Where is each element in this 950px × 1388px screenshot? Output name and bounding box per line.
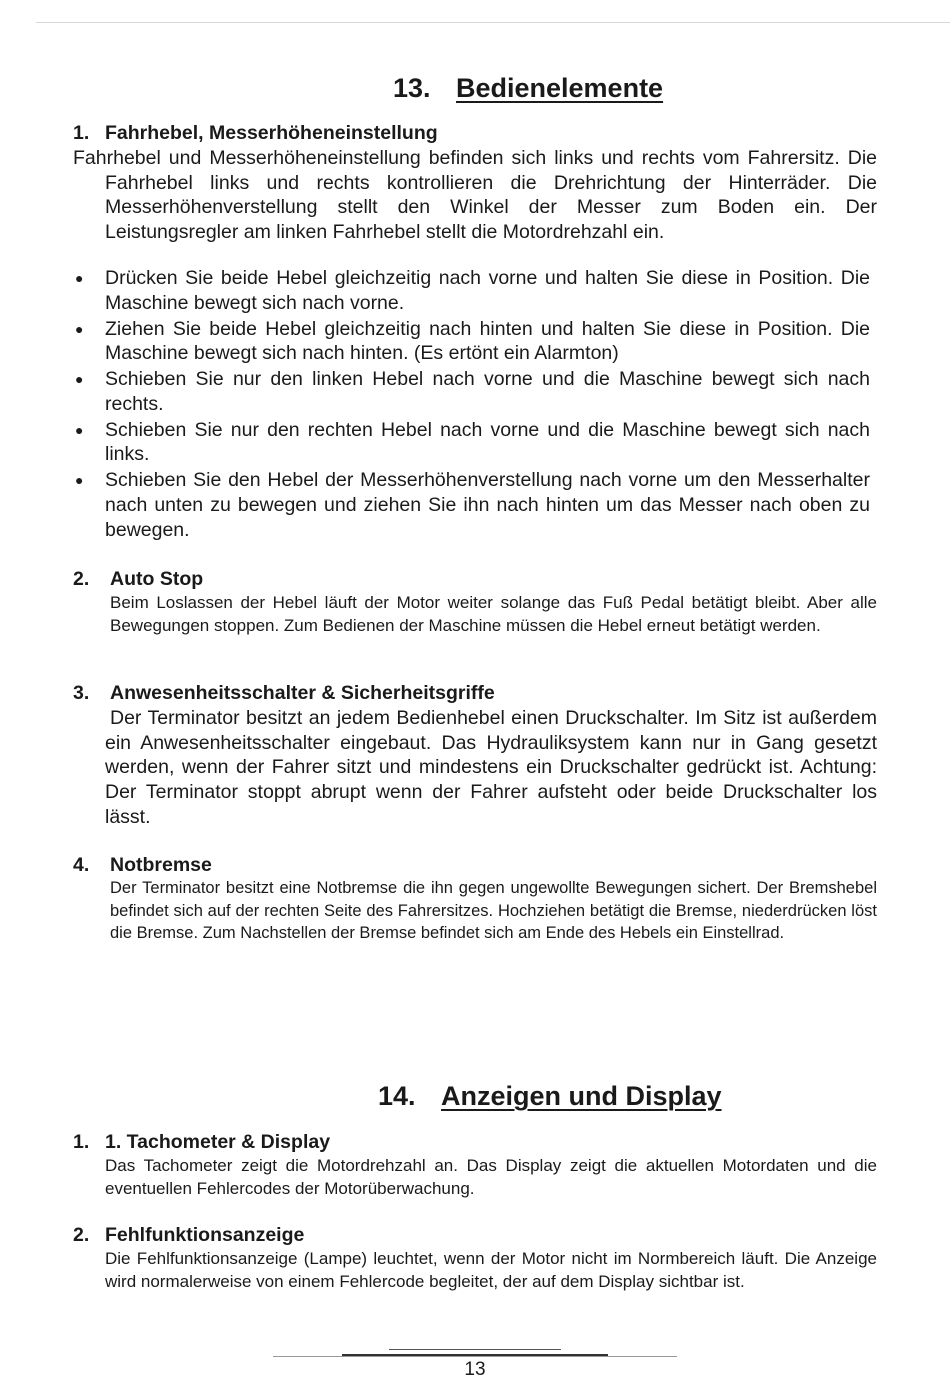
section-number: 2. (73, 568, 90, 590)
bullet-icon: ● (75, 472, 84, 489)
section-body: Die Fehlfunktionsanzeige (Lampe) leuchtet, wenn der Motor nicht im Normbereich läuft. Die Anzeige wird normalerweise von einem Fehlercode begleitet, der auf dem Display sichtbar ist. (105, 1249, 877, 1291)
list-item-text: Drücken Sie beide Hebel gleichzeitig nach vorne und halten Sie diese in Position. Die Maschine bewegt sich nach vorne. (105, 267, 870, 314)
chapter-title: Bedienelemente (456, 73, 664, 103)
section-heading (73, 681, 495, 705)
list-item-text: Schieben Sie nur den linken Hebel nach vorne und die Maschine bewegt sich nach rechts. (105, 368, 870, 415)
chapter-title: Anzeigen und Display (441, 1081, 722, 1111)
top-rule (36, 22, 950, 23)
list-item (73, 468, 870, 542)
section-title: Notbremse (110, 854, 212, 876)
section-number: 2. (73, 1224, 90, 1246)
section-body: Der Terminator besitzt eine Notbremse die ihn gegen ungewollte Bewegungen sichert. Der Bremshebel befindet sich auf der rechten Seite des Fahrersitzes. Hochziehen betätigt die Bremse, niederdrücken löst die Bremse. Zum Nachstellen der Bremse befindet sich am Ende des Hebels ein Einstellrad. (110, 879, 877, 943)
section-number: 3. (73, 682, 90, 704)
chapter-14-heading (378, 1080, 722, 1112)
list-item-text: Schieben Sie den Hebel der Messerhöhenverstellung nach vorne um den Messerhalter nach unten zu bewegen und ziehen Sie ihn nach hinten um das Messer nach oben zu bewegen. (105, 469, 870, 541)
section-body: Beim Loslassen der Hebel läuft der Motor weiter solange das Fuß Pedal betätigt bleibt. Aber alle Bewegungen stoppen. Zum Bedienen der Maschine müssen die Hebel erneut betätigt werden. (110, 593, 877, 635)
section-number: 1. (73, 122, 90, 144)
list-item (73, 367, 870, 416)
list-item-text: Schieben Sie nur den rechten Hebel nach vorne und die Maschine bewegt sich nach links. (105, 418, 870, 466)
bullet-icon: ● (75, 421, 84, 438)
instruction-list (73, 266, 870, 544)
list-item (73, 418, 870, 467)
section-body: Das Tachometer zeigt die Motordrehzahl an. Das Display zeigt die aktuellen Motordaten und die eventuellen Fehlercodes der Motorüberwachung. (105, 1156, 877, 1198)
section-heading (73, 1223, 304, 1247)
section-number: 1. (73, 1131, 90, 1153)
section-heading (73, 567, 203, 591)
page-number: 13 (464, 1359, 486, 1380)
section-heading (73, 1130, 330, 1154)
section-body: Der Terminator besitzt an jedem Bedienhebel einen Druckschalter. Im Sitz ist außerdem ein Anwesenheitsschalter eingebaut. Das Hydrauliksystem kann nur in Gang gesetzt werden, wenn der Fahrer sitzt und mindestens ein Druckschalter gedrückt ist. Achtung: Der Terminator stoppt abrupt wenn der Fahrer aufsteht oder beide Druckschalter los lässt. (105, 707, 877, 828)
section-title: Auto Stop (110, 568, 204, 590)
bullet-icon: ● (75, 270, 84, 286)
section-title: Fahrhebel, Messerhöheneinstellung (105, 122, 438, 144)
chapter-number: 13. (393, 73, 431, 103)
section-heading (73, 121, 438, 145)
section-title: Fehlfunktionsanzeige (105, 1224, 305, 1246)
section-title: Anwesenheitsschalter & Sicherheitsgriffe (110, 682, 495, 704)
section-body: Fahrhebel und Messerhöheneinstellung befinden sich links und rechts vom Fahrersitz. Die Fahrhebel links und rechts kontrollieren die Drehrichtung der Hinterräder. Die Messerhöhenverstellung stellt den Winkel der Messer zum Boden ein. Der Leistungsregler am linken Fahrhebel stellt die Motordrehzahl ein. (73, 147, 877, 244)
list-item-text: Ziehen Sie beide Hebel gleichzeitig nach hinten und halten Sie diese in Position. Die Maschine bewegt sich nach hinten. (Es ertönt ein Alarmton) (105, 317, 870, 365)
section-number: 4. (73, 854, 90, 876)
chapter-13-heading (393, 72, 663, 104)
list-item (73, 266, 870, 315)
section-heading (73, 853, 212, 877)
section-title: 1. Tachometer & Display (105, 1131, 331, 1153)
bullet-icon: ● (75, 371, 84, 388)
chapter-number: 14. (378, 1081, 416, 1111)
list-item (73, 317, 870, 366)
bullet-icon: ● (75, 320, 84, 337)
